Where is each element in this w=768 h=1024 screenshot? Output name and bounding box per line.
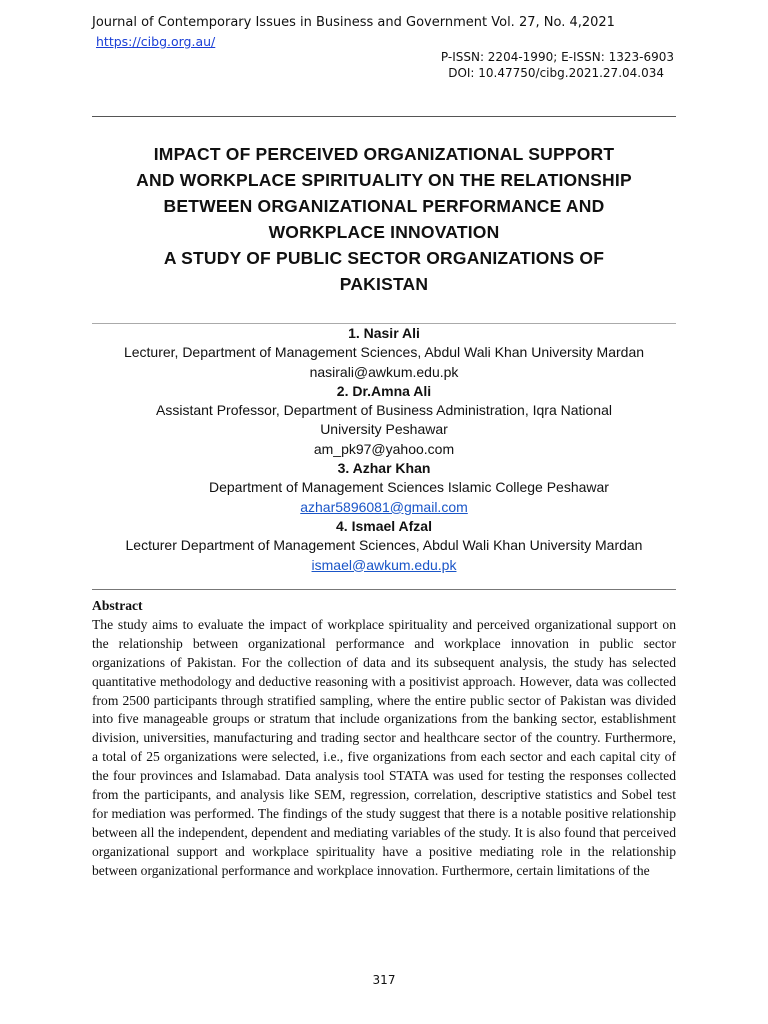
header-divider — [92, 116, 676, 117]
title-line: AND WORKPLACE SPIRITUALITY ON THE RELATIONSHIP — [136, 170, 632, 190]
author-name: 2. Dr.Amna Ali — [336, 382, 432, 399]
doi-line: DOI: 10.47750/cibg.2021.27.04.034 — [448, 66, 664, 80]
author-email-link[interactable]: azhar5896081@gmail.com — [300, 498, 468, 515]
author-email: am_pk97@yahoo.com — [313, 440, 455, 457]
title-line: IMPACT OF PERCEIVED ORGANIZATIONAL SUPPORT — [153, 144, 615, 164]
abstract-section — [92, 597, 676, 881]
author-email: nasirali@awkum.edu.pk — [309, 363, 459, 380]
author-affiliation: Lecturer, Department of Management Sciences, Abdul Wali Khan University Mardan — [123, 344, 645, 361]
page-number: 317 — [372, 973, 396, 987]
title-line: WORKPLACE INNOVATION — [268, 222, 500, 242]
title-line: PAKISTAN — [339, 274, 429, 294]
author-affiliation: Assistant Professor, Department of Business Administration, Iqra National — [156, 402, 612, 419]
author-name: 3. Azhar Khan — [337, 460, 431, 477]
author-name: 4. Ismael Afzal — [336, 517, 432, 534]
journal-header: Journal of Contemporary Issues in Business and Government Vol. 27, No. 4,2021 — [92, 15, 615, 30]
author-affiliation: Department of Management Sciences Islamic College Peshawar — [209, 479, 609, 496]
author-affiliation: University Peshawar — [320, 421, 448, 438]
author-name: 1. Nasir Ali — [348, 325, 420, 341]
author-list — [80, 324, 688, 575]
abstract-divider — [92, 589, 676, 590]
title-line: BETWEEN ORGANIZATIONAL PERFORMANCE AND — [163, 196, 605, 216]
abstract-heading: Abstract — [92, 598, 143, 613]
paper-title — [92, 141, 676, 297]
author-affiliation: Lecturer Department of Management Sciences, Abdul Wali Khan University Mardan — [125, 537, 643, 554]
author-email-link[interactable]: ismael@awkum.edu.pk — [311, 556, 457, 573]
issn-line: P-ISSN: 2204-1990; E-ISSN: 1323-6903 — [440, 50, 674, 64]
abstract-body: The study aims to evaluate the impact of workplace spirituality and perceived organizational support on the relationship between organizational performance and workplace innovation in public sector organizations of Pakistan. For the collection of data and its subsequent analysis, the study has selected quantitative methodology and deductive reasoning with a positivist approach. However, data was collected from 2500 participants through stratified sampling, where the entire public sector of Pakistan was divided into five manageable groups or stratum that include organizations from the banking sector, establishment division, universities, manufacturing and trading sector and healthcare sector of the country. Furthermore, a total of 25 organizations were selected, i.e., five organizations from each sector and each capital city of the four provinces and Islamabad. Data analysis tool STATA was used for testing the responses collected from the participants, and analysis like SEM, regression, correlation, descriptive statistics and Sobel test for mediation was performed. The findings of the study suggest that there is a notable positive relationship between all the independent, dependent and mediating variables of the study. It is also found that perceived organizational support and workplace spirituality have a positive mediating role in the relationship between organizational performance and workplace innovation. Furthermore, certain limitations of the — [92, 616, 676, 878]
title-line: A STUDY OF PUBLIC SECTOR ORGANIZATIONS OF — [163, 248, 605, 268]
journal-url-link[interactable]: https://cibg.org.au/ — [96, 34, 216, 49]
